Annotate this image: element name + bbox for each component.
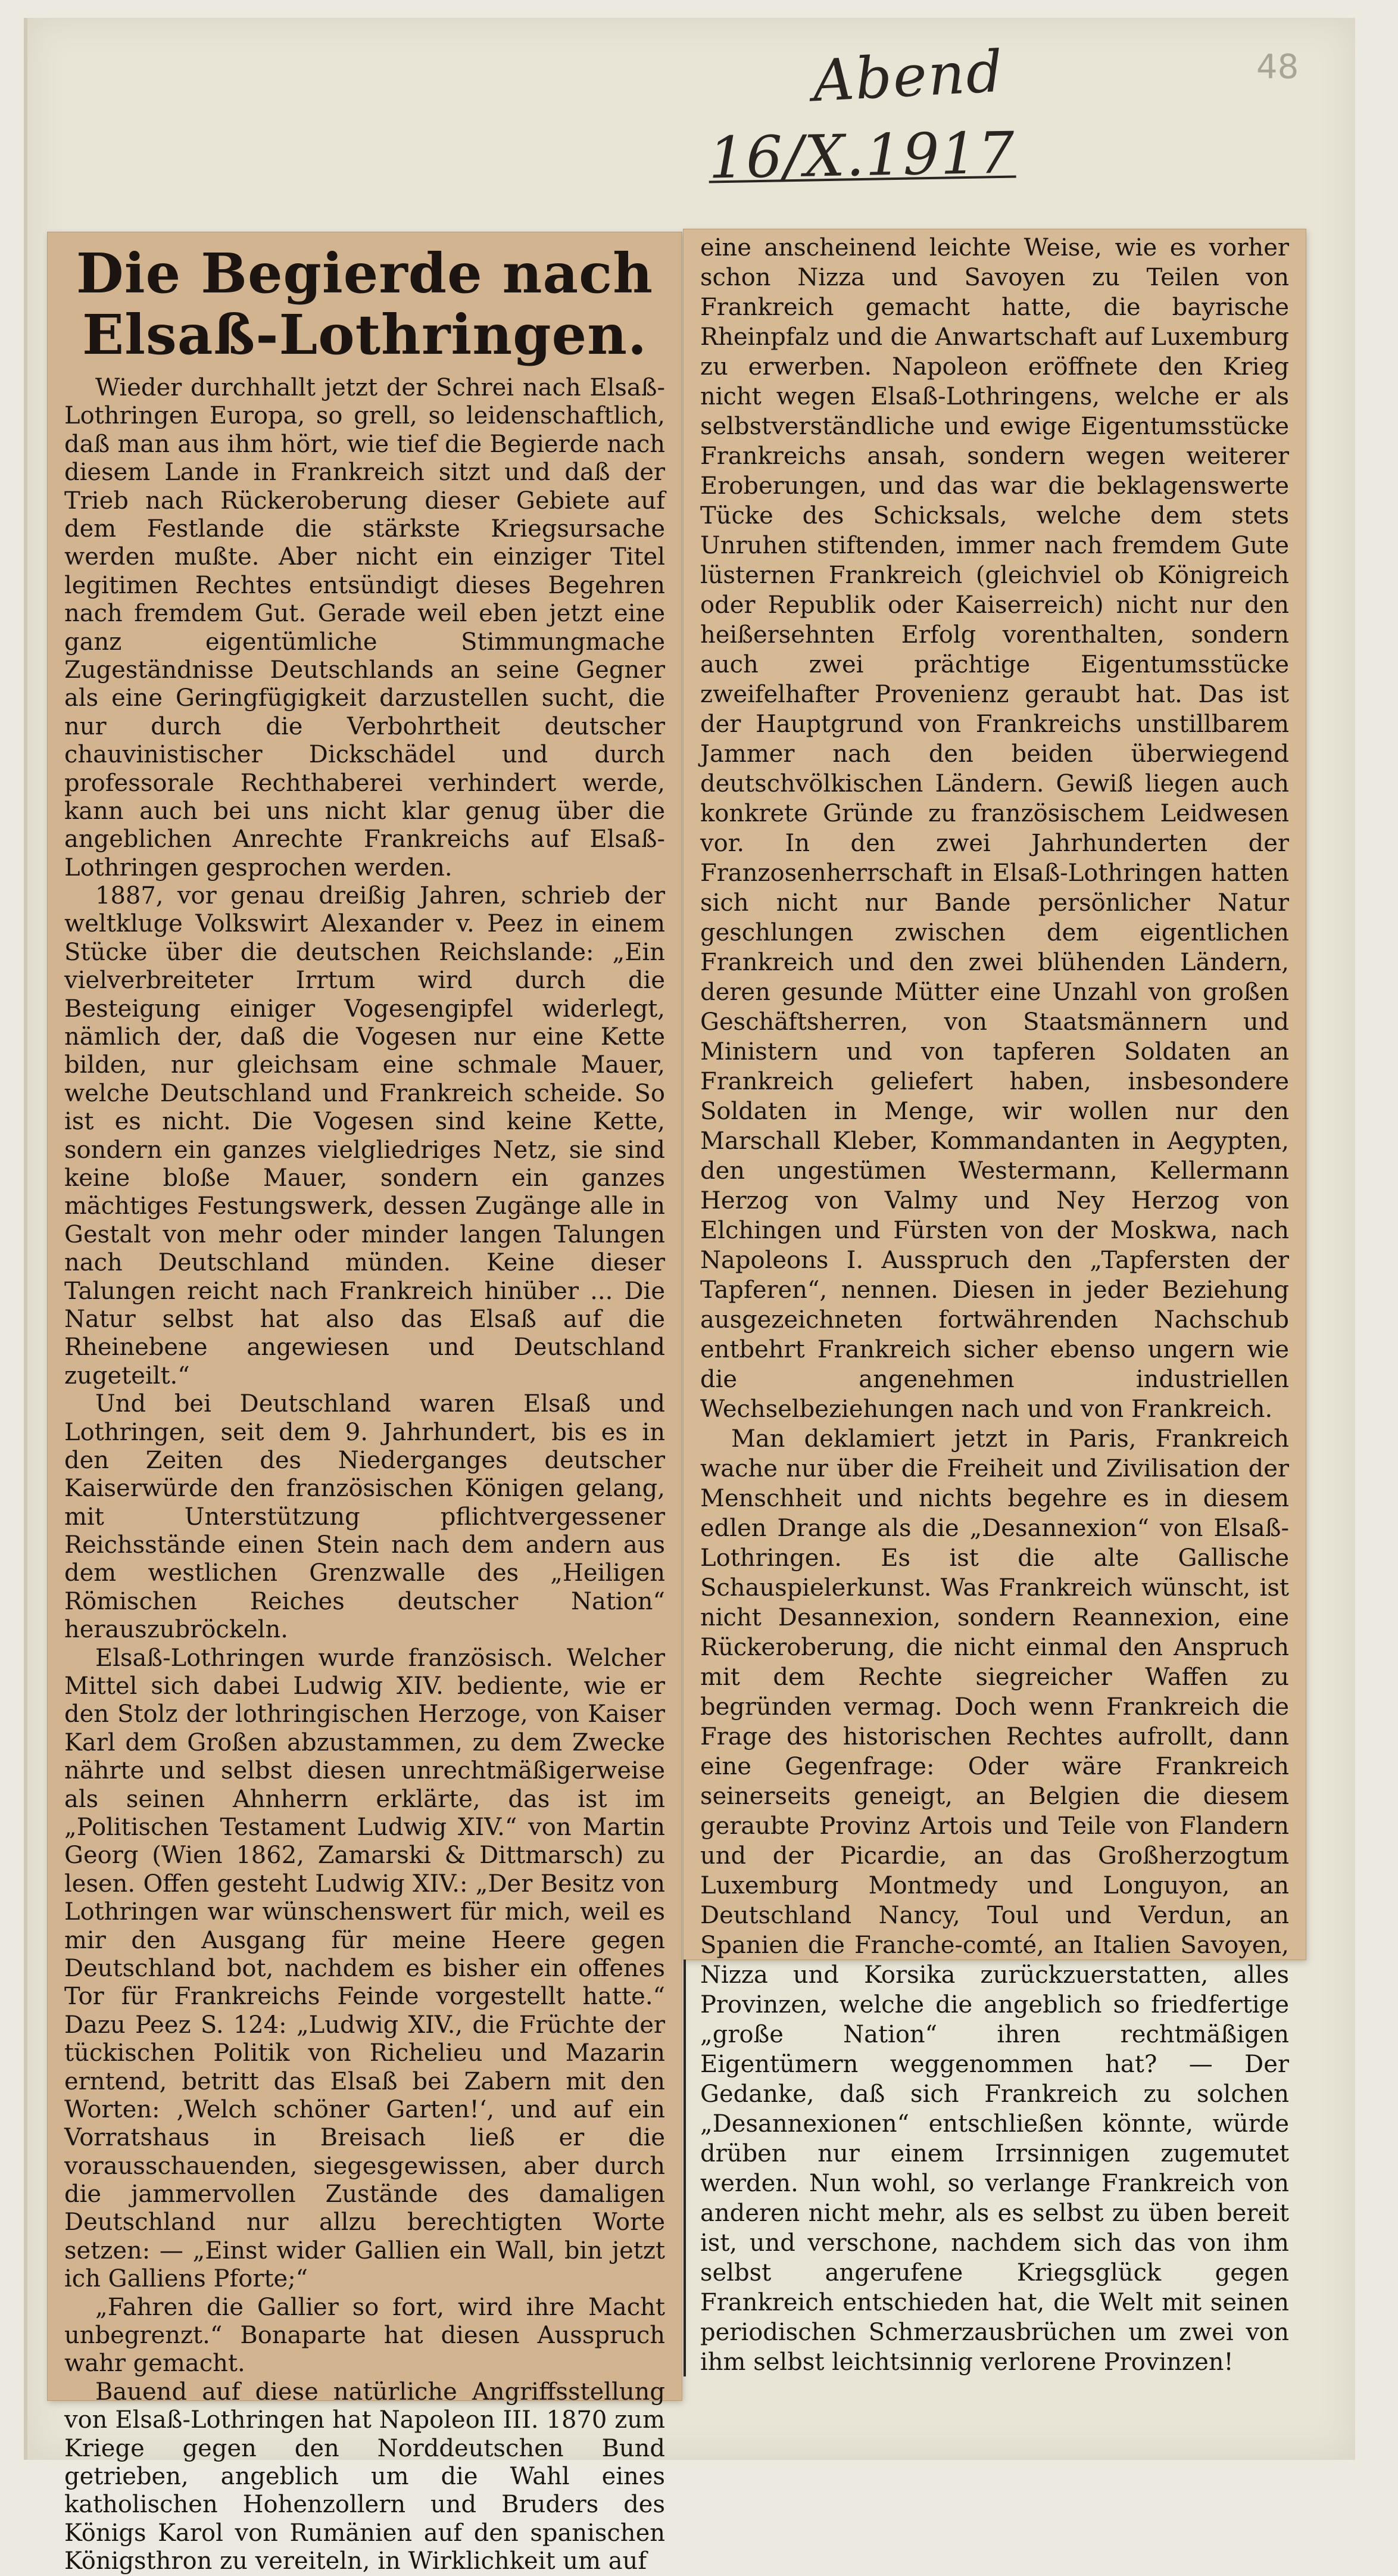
article-paragraph: 1887, vor genau dreißig Jahren, schrieb der weltkluge Volkswirt Alexander v. Peez in einem Stücke über die deutschen Reichslande: „Ein vielverbreiteter Irrtum wird durch die Besteigung einiger Vogesengipfel widerlegt, nämlich der, daß die Vogesen nur eine Kette bilden, nur gleichsam eine schmale Mauer, welche Deutschland und Frankreich scheide. So ist es nicht. Die Vogesen sind keine Kette, sondern ein ganzes vielgliedriges Netz, sie sind keine bloße Mauer, sondern ein ganzes mächtiges Festungswerk, dessen Zugänge alle in Gestalt von mehr oder minder langen Talungen nach Deutschland münden. Keine dieser Talungen reicht nach Frankreich hinüber ... Die Natur selbst hat also das Elsaß auf die Rheinebene angewiesen und Deutschland zugeteilt.“ — [64, 882, 665, 1390]
article-paragraph: Bauend auf diese natürliche Angriffsstellung von Elsaß-Lothringen hat Napoleon III. 1870 zum Kriege gegen den Norddeutschen Bund getrieben, angeblich um die Wahl eines katholischen Hohenzollern und Bruders des Königs Karol von Rumänien auf den spanischen Königsthron zu vereiteln, in Wirklichkeit um auf — [64, 2378, 665, 2575]
article-headline: Die Begierde nach Elsaß-Lothringen. — [76, 241, 654, 367]
handwritten-annotation-edition: Abend — [811, 38, 1006, 115]
article-paragraph: eine anscheinend leichte Weise, wie es vorher schon Nizza und Savoyen zu Teilen von Frankreich gemacht hatte, die bayrische Rheinpfalz und die Anwartschaft auf Luxemburg zu erwerben. Napoleon eröffnete den Krieg nicht wegen Elsaß-Lothringens, welche er als selbstverständliche und ewige Eigentumsstücke Frankreichs ansah, sondern wegen weiterer Eroberungen, und das war die beklagenswerte Tücke des Schicksals, welche dem stets Unruhen stiftenden, immer nach fremdem Gute lüsternen Frankreich (gleichviel ob Königreich oder Republik oder Kaiserreich) nicht nur den heißersehnten Erfolg vorenthalten, sondern auch zwei prächtige Eigentumsstücke zweifelhafter Provenienz geraubt hat. Das ist der Hauptgrund von Frankreichs unstillbarem Jammer nach den beiden überwiegend deutschvölkischen Ländern. Gewiß liegen auch konkrete Gründe zu französischem Leidwesen vor. In den zwei Jahrhunderten der Franzosenherrschaft in Elsaß-Lothringen hatten sich nicht nur Bande persönlicher Natur geschlungen zwischen dem eigentlichen Frankreich und den zwei blühenden Ländern, deren gesunde Mütter eine Unzahl von großen Geschäftsherren, von Staatsmännern und Ministern und von tapferen Soldaten an Frankreich geliefert haben, insbesondere Soldaten in Menge, wir wollen nur den Marschall Kleber, Kommandanten in Aegypten, den ungestümen Westermann, Kellermann Herzog von Valmy und Ney Herzog von Elchingen und Fürsten von der Moskwa, nach Napoleons I. Ausspruch den „Tapfersten der Tapferen“, nennen. Diesen in jeder Beziehung ausgezeichneten fortwährenden Nachschub entbehrt Frankreich sicher ebenso ungern wie die angenehmen industriellen Wechselbeziehungen nach und von Frankreich. — [700, 234, 1289, 1423]
page-number: 48 — [1256, 48, 1299, 86]
column-divider — [684, 1960, 686, 2376]
article-paragraph: „Fahren die Gallier so fort, wird ihre Macht unbegrenzt.“ Bonaparte hat diesen Ausspruch wahr gemacht. — [64, 2293, 665, 2378]
clipping-right-column — [684, 229, 1306, 2376]
article-paragraph: Wieder durchhallt jetzt der Schrei nach Elsaß-Lothringen Europa, so grell, so leidenschaftlich, daß man aus ihm hört, wie tief die Begierde nach diesem Lande in Frankreich sitzt und daß der Trieb nach Rückeroberung dieser Gebiete auf dem Festlande die stärkste Kriegsursache werden mußte. Aber nicht ein einziger Titel legitimen Rechtes entsündigt dieses Begehren nach fremdem Gut. Gerade weil eben jetzt eine ganz eigentümliche Stimmungmache Zugeständnisse Deutschlands an seine Gegner als eine Geringfügigkeit darzustellen sucht, die nur durch die Verbohrtheit deutscher chauvinistischer Dickschädel und durch professorale Rechthaberei verhindert werde, kann auch bei uns nicht klar genug über die angeblichen Anrechte Frankreichs auf Elsaß-Lothringen gesprochen werden. — [64, 374, 665, 881]
article-paragraph: Elsaß-Lothringen wurde französisch. Welcher Mittel sich dabei Ludwig XIV. bediente, wie er den Stolz der lothringischen Herzoge, von Kaiser Karl dem Großen abzustammen, zu dem Zwecke nährte und selbst diesen unrechtmäßigerweise als seinen Ahnherrn erklärte, das ist im „Politischen Testament Ludwig XIV.“ von Martin Georg (Wien 1862, Zamarski & Dittmarsch) zu lesen. Offen gesteht Ludwig XIV.: „Der Besitz von Lothringen war wünschenswert für mich, weil es mir den Ausgang für meine Heere gegen Deutschland bot, nachdem es bisher ein offenes Tor für Frankreichs Feinde vorgestellt hatte.“ Dazu Peez S. 124: „Ludwig XIV., die Früchte der tückischen Politik von Richelieu und Mazarin erntend, betritt das Elsaß bei Zabern mit den Worten: ‚Welch schöner Garten!‘, und auf ein Vorratshaus in Breisach ließ er die vorausschauenden, siegesgewissen, aber durch die jammervollen Zustände des damaligen Deutschland nur allzu berechtigten Worte setzen: — „Einst wider Gallien ein Wall, bin jetzt ich Galliens Pforte;“ — [64, 1644, 665, 2293]
clipping-left-column — [48, 232, 682, 2575]
handwritten-annotation-date: 16/X.1917 — [708, 119, 1016, 192]
article-paragraph: Man deklamiert jetzt in Paris, Frankreich wache nur über die Freiheit und Zivilisation der Menschheit und nichts begehre es in diesem edlen Drange als die „Desannexion“ von Elsaß-Lothringen. Es ist die alte Gallische Schauspielerkunst. Was Frankreich wünscht, ist nicht Desannexion, sondern Reannexion, eine Rückeroberung, die nicht einmal den Anspruch mit dem Rechte siegreicher Waffen zu begründen vermag. Doch wenn Frankreich die Frage des historischen Rechtes aufrollt, dann eine Gegenfrage: Oder wäre Frankreich seinerseits geneigt, an Belgien die diesem geraubte Provinz Artois und Teile von Flandern und der Picardie, an das Großherzogtum Luxemburg Montmedy und Longuyon, an Deutschland Nancy, Toul und Verdun, an Spanien die Franche-comté, an Italien Savoyen, Nizza und Korsika zurückzuerstatten, alles Provinzen, welche die angeblich so friedfertige „große Nation“ ihren rechtmäßigen Eigentümern weggenommen hat? — Der Gedanke, daß sich Frankreich zu solchen „Desannexionen“ entschließen könnte, würde drüben nur einem Irrsinnigen zugemutet werden. Nun wohl, so verlange Frankreich von anderen nicht mehr, als es selbst zu üben bereit ist, und verschone, nachdem sich das von ihm selbst angerufene Kriegsglück gegen Frankreich entschieden hat, die Welt mit seinen periodischen Schmerzausbrüchen um zwei von ihm selbst leichtsinnig verlorene Provinzen! — [700, 1425, 1289, 2376]
article-paragraph: Und bei Deutschland waren Elsaß und Lothringen, seit dem 9. Jahrhundert, bis es in den Zeiten des Niederganges deutscher Kaiserwürde den französischen Königen gelang, mit Unterstützung pflichtvergessener Reichsstände einen Stein nach dem andern aus dem westlichen Grenzwalle des „Heiligen Römischen Reiches deutscher Nation“ herauszubröckeln. — [64, 1390, 665, 1644]
